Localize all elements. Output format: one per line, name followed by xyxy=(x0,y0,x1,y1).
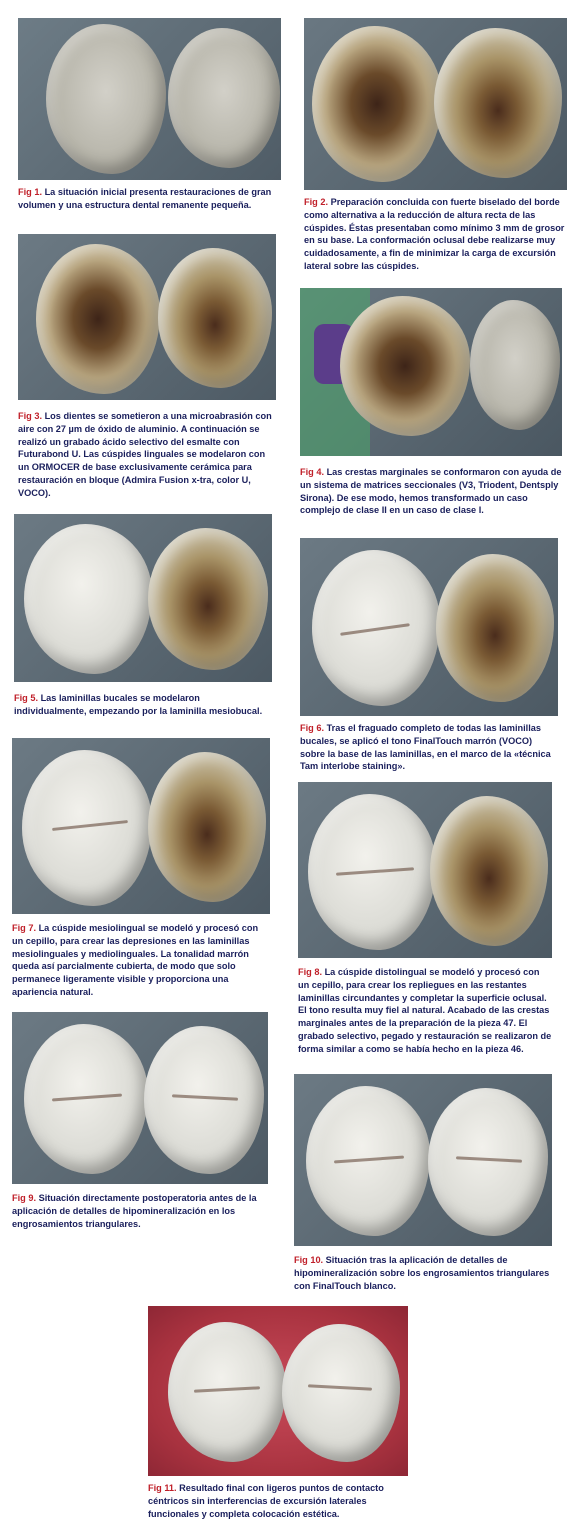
tooth-prepared xyxy=(148,752,266,902)
caption-fig-6: Fig 6. Tras el fraguado completo de todas las laminillas bucales, se aplicó el tono FinalTouch marrón (VOCO) sobre la base de las laminillas, en el marco de la «técnica Tam interlobe staining». xyxy=(300,723,551,772)
caption-fig-10: Fig 10. Situación tras la aplicación de detalles de hipomineralización sobre los engrosamientos triangulares con FinalTouch blanco. xyxy=(294,1255,550,1291)
photo-fig-2 xyxy=(304,18,567,190)
tooth-prepared xyxy=(340,296,470,436)
tooth-prepared xyxy=(36,244,160,394)
tooth-restoration xyxy=(168,28,280,168)
photo-fig-10 xyxy=(294,1074,552,1246)
caption-fig-9: Fig 9. Situación directamente postoperatoria antes de la aplicación de detalles de hipomineralización en los engrosamientos triangulares. xyxy=(12,1193,257,1229)
caption-fig-4: Fig 4. Las crestas marginales se conformaron con ayuda de un sistema de matrices seccionales (V3, Triodent, Dentsply Sirona). De ese modo, hemos transformado un caso complejo de clase II en un caso de clase I. xyxy=(300,467,562,516)
tooth-prepared xyxy=(430,796,548,946)
photo-fig-5 xyxy=(14,514,272,682)
tooth-adjacent xyxy=(470,300,560,430)
tooth-prepared xyxy=(312,26,442,182)
photo-fig-3 xyxy=(18,234,276,400)
tooth-prepared xyxy=(148,528,268,670)
photo-fig-7 xyxy=(12,738,270,914)
caption-fig-11: Fig 11. Resultado final con ligeros puntos de contacto céntricos sin interferencias de excursión laterales funcionales y completa colocación estética. xyxy=(148,1483,384,1519)
tooth-restoration xyxy=(46,24,166,174)
tooth-restored xyxy=(22,750,152,906)
caption-fig-5: Fig 5. Las laminillas bucales se modelaron individualmente, empezando por la laminilla mesiobucal. xyxy=(14,693,263,716)
caption-fig-3: Fig 3. Los dientes se sometieron a una microabrasión con aire con 27 µm de óxido de aluminio. A continuación se realizó un grabado ácido selectivo del esmalte con Futurabond U. Las cúspides linguales se modelaron con un ORMOCER de base exclusivamente cerámica para restauración en bloque (Admira Fusion x-tra, color U, VOCO). xyxy=(18,411,272,498)
photo-fig-9 xyxy=(12,1012,268,1184)
photo-fig-8 xyxy=(298,782,552,958)
photo-fig-1 xyxy=(18,18,281,180)
tooth-restored xyxy=(428,1088,548,1236)
tooth-restored xyxy=(24,524,152,674)
tooth-restored xyxy=(168,1322,286,1462)
tooth-prepared xyxy=(434,28,562,178)
tooth-restored xyxy=(282,1324,400,1462)
caption-fig-1: Fig 1. La situación inicial presenta restauraciones de gran volumen y una estructura dental remanente pequeña. xyxy=(18,187,272,210)
photo-fig-6 xyxy=(300,538,558,716)
caption-fig-7: Fig 7. La cúspide mesiolingual se modeló y procesó con un cepillo, para crear las depresiones en las laminillas mesiolinguales y mediolinguales. La tonalidad marrón queda así parcialmente cubierta, de modo que solo permanece ligeramente visible y proporciona una apariencia natural. xyxy=(12,923,259,997)
tooth-prepared xyxy=(158,248,272,388)
tooth-prepared xyxy=(436,554,554,702)
tooth-restored xyxy=(144,1026,264,1174)
caption-fig-2: Fig 2. Preparación concluida con fuerte biselado del borde como alternativa a la reducción de altura recta de las cúspides. Éstas presentaban como mínimo 3 mm de grosor en su base. La conformación oclusal debe realizarse muy cuidadosamente, a fin de minimizar la carga de excursión lateral sobre las cúspides. xyxy=(304,197,565,271)
caption-fig-8: Fig 8. La cúspide distolingual se modeló y procesó con un cepillo, para crear los repliegues en las restantes laminillas circundantes y completar la superficie oclusal. El tono resulta muy fiel al natural. Acabado de las crestas marginales antes de la preparación de la pieza 47. El grabado selectivo, pegado y restauración se realizaron de forma similar a como se había hecho en la pieza 46. xyxy=(298,967,552,1054)
photo-fig-11 xyxy=(148,1306,408,1476)
photo-fig-4 xyxy=(300,288,562,456)
